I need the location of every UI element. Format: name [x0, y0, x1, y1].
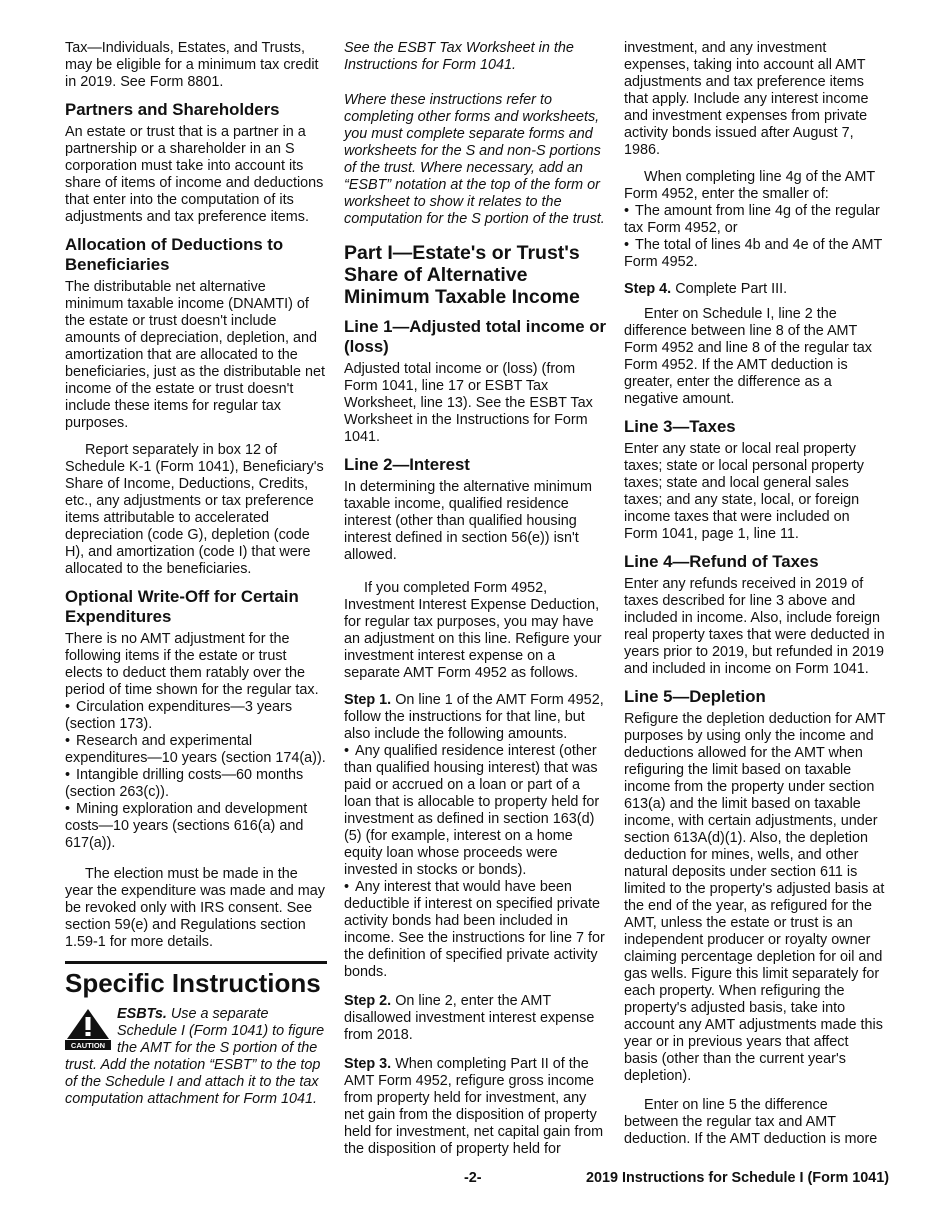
- step-2-text: On line 2, enter the AMT disallowed investment interest expense from 2018.: [344, 993, 595, 1043]
- allocation-paragraph: The distributable net alternative minimum taxable income (DNAMTI) of the estate or trust doesn't include amounts of depreciation, depletion, and amortization that are allocated to the beneficiaries, just as the distributable net income of the estate or trust doesn't include these items for regular tax purposes.: [65, 279, 325, 431]
- when-paragraph: When completing line 4g of the AMT Form 4952, enter the smaller of:: [624, 169, 875, 202]
- heading-line-2: Line 2—Interest: [344, 455, 470, 474]
- list-item: • Circulation expenditures—3 years (section 173).: [65, 699, 327, 733]
- report-paragraph: Report separately in box 12 of Schedule K-1 (Form 1041), Beneficiary's Share of Income, Deductions, Credits, etc., any adjustments or tax preference items attributable to accelerated depreciation (code G), depletion (code H), and amortization (code I) that were allocated to the beneficiaries.: [65, 442, 324, 577]
- list-item: • Any qualified residence interest (other than qualified housing interest) that was paid or accrued on a loan or part of a loan that is allocable to property held for investment as defined in section 163(d)(5) (for example, interest on a home equity loan whose proceeds were invested in stocks or bonds).: [344, 743, 606, 879]
- caution-label: CAUTION: [70, 1041, 106, 1050]
- heading-optional-write-off: Optional Write-Off for Certain Expenditures: [65, 587, 299, 626]
- line-4-paragraph: Enter any refunds received in 2019 of taxes described for line 3 above and included in income. Also, include foreign real property taxes that were deducted in years prior to 2019, but refunded in 2019 and included in income on Form 1041.: [624, 576, 885, 677]
- esbt-text: Use a separate Schedule I (Form 1041) to figure the AMT for the S portion of the trust. Add the notation “ESBT” to the top of the Schedule I and attach it to the tax computation attachment for Form 1041.: [65, 1006, 325, 1107]
- line-5-paragraph: Refigure the depletion deduction for AMT purposes by using only the income and deductions allowed for the AMT when refiguring the limit based on taxable income from the property under section 613(a) and the limit based on taxable income, with certain adjustments, under section 613A(d)(1). Also, the depletion deduction for mines, wells, and other natural deposits under section 611 is limited to the property's adjusted basis at the end of the year, as refigured for the AMT, unless the estate or trust is an independent producer or royalty owner claiming percentage depletion for oil and gas wells. Figure this limit separately for each property. When refiguring the property's adjusted basis, take into account any AMT adjustments made this year or in previous years that affect basis (other than the current year's depletion).: [624, 711, 886, 1084]
- optional-paragraph: There is no AMT adjustment for the following items if the estate or trust elects to deduct them ratably over the period of time shown for the regular tax.: [65, 631, 319, 698]
- list-item: • Research and experimental expenditures—10 years (section 174(a)).: [65, 733, 327, 767]
- step-4-text: Complete Part III.: [675, 281, 788, 297]
- column-1: [65, 40, 327, 1108]
- see-esbt-paragraph: See the ESBT Tax Worksheet in the Instructions for Form 1041.: [344, 40, 574, 73]
- caution-icon: [65, 1008, 111, 1050]
- step-2-label: Step 2.: [344, 993, 392, 1009]
- heading-line-3: Line 3—Taxes: [624, 417, 736, 436]
- line-5-difference-paragraph: Enter on line 5 the difference between the regular tax and AMT deduction. If the AMT deduction is more: [624, 1097, 878, 1147]
- step-4-label: Step 4.: [624, 281, 672, 297]
- heading-line-1: Line 1—Adjusted total income or (loss): [344, 317, 607, 356]
- step-3-paragraph: [344, 1056, 606, 1158]
- step-1-paragraph: [344, 692, 606, 743]
- list-item: • The amount from line 4g of the regular tax Form 4952, or: [624, 203, 886, 237]
- heading-specific-instructions: Specific Instructions: [65, 961, 327, 998]
- line-2-paragraph: In determining the alternative minimum taxable income, qualified residence interest (other than qualified housing interest defined in section 56(e)) isn't allowed.: [344, 479, 592, 563]
- continued-paragraph: investment, and any investment expenses, taking into account all AMT adjustments and tax preference items that apply. Include any interest income and investment expenses from private activity bonds issued after August 7, 1986.: [624, 40, 869, 158]
- form-4952-paragraph: If you completed Form 4952, Investment Interest Expense Deduction, for regular tax purposes, you may have an adjustment on this line. Refigure your investment interest expense on a separate AMT Form 4952 as follows.: [344, 580, 602, 681]
- intro-paragraph: Tax—Individuals, Estates, and Trusts, may be eligible for a minimum tax credit in 2019. See Form 8801.: [65, 40, 319, 90]
- heading-part-1: Part I—Estate's or Trust's Share of Alternative Minimum Taxable Income: [344, 242, 580, 308]
- column-2: [344, 40, 606, 1166]
- step-3-label: Step 3.: [344, 1056, 392, 1072]
- enter-schedule-paragraph: Enter on Schedule I, line 2 the difference between line 8 of the AMT Form 4952 and line 8 of the regular tax Form 4952. If the AMT deduction is greater, enter the difference as a negative amount.: [624, 306, 872, 407]
- heading-line-5: Line 5—Depletion: [624, 687, 766, 706]
- esbt-caution-block: [65, 1006, 327, 1108]
- document-title: 2019 Instructions for Schedule I (Form 1041): [586, 1170, 890, 1186]
- partners-paragraph: An estate or trust that is a partner in a partnership or a shareholder in an S corporation must take into account its share of items of income and deductions that enter into the computation of its adjustments and tax preference items.: [65, 124, 324, 225]
- step-1-label: Step 1.: [344, 692, 392, 708]
- column-3: [624, 40, 886, 1156]
- list-item: • Mining exploration and development costs—10 years (sections 616(a) and 617(a)).: [65, 801, 327, 852]
- heading-line-4: Line 4—Refund of Taxes: [624, 552, 819, 571]
- list-item: • Any interest that would have been deductible if interest on specified private activity bonds had been included in income. See the instructions for line 7 for the definition of specified private activity bonds.: [344, 879, 606, 981]
- step-2-paragraph: [344, 993, 606, 1044]
- step-1-text: On line 1 of the AMT Form 4952, follow the instructions for that line, but also include the following amounts.: [344, 692, 604, 742]
- step-4-paragraph: [624, 281, 886, 298]
- list-item: • Intangible drilling costs—60 months (section 263(c)).: [65, 767, 327, 801]
- esbt-title: ESBTs.: [117, 1006, 167, 1022]
- heading-allocation-deductions: Allocation of Deductions to Beneficiaries: [65, 235, 284, 274]
- heading-partners-shareholders: Partners and Shareholders: [65, 100, 280, 119]
- line-3-paragraph: Enter any state or local real property taxes; state or local personal property taxes; state and local general sales taxes; and any state, local, or foreign income taxes that were included on Form 1041, page 1, line 11.: [624, 441, 864, 542]
- line-1-paragraph: Adjusted total income or (loss) (from Form 1041, line 17 or ESBT Tax Worksheet, line 13). See the ESBT Tax Worksheet in the Instructions for Form 1041.: [344, 361, 593, 445]
- election-paragraph: The election must be made in the year the expenditure was made and may be revoked only with IRS consent. See section 59(e) and Regulations section 1.59-1 for more details.: [65, 866, 325, 950]
- step-3-text: When completing Part II of the AMT Form 4952, refigure gross income from property held for investment, any net gain from the disposition of property held for investment, net capital gain from the disposition of property held for: [344, 1056, 604, 1157]
- where-paragraph: Where these instructions refer to completing other forms and worksheets, you must complete separate forms and worksheets for the S and non-S portions of the trust. Where necessary, add an “ESBT” notation at the top of the form or worksheet to show it relates to the computation for the S portion of the trust.: [344, 92, 605, 227]
- list-item: • The total of lines 4b and 4e of the AMT Form 4952.: [624, 237, 886, 271]
- page-number: -2-: [464, 1170, 482, 1186]
